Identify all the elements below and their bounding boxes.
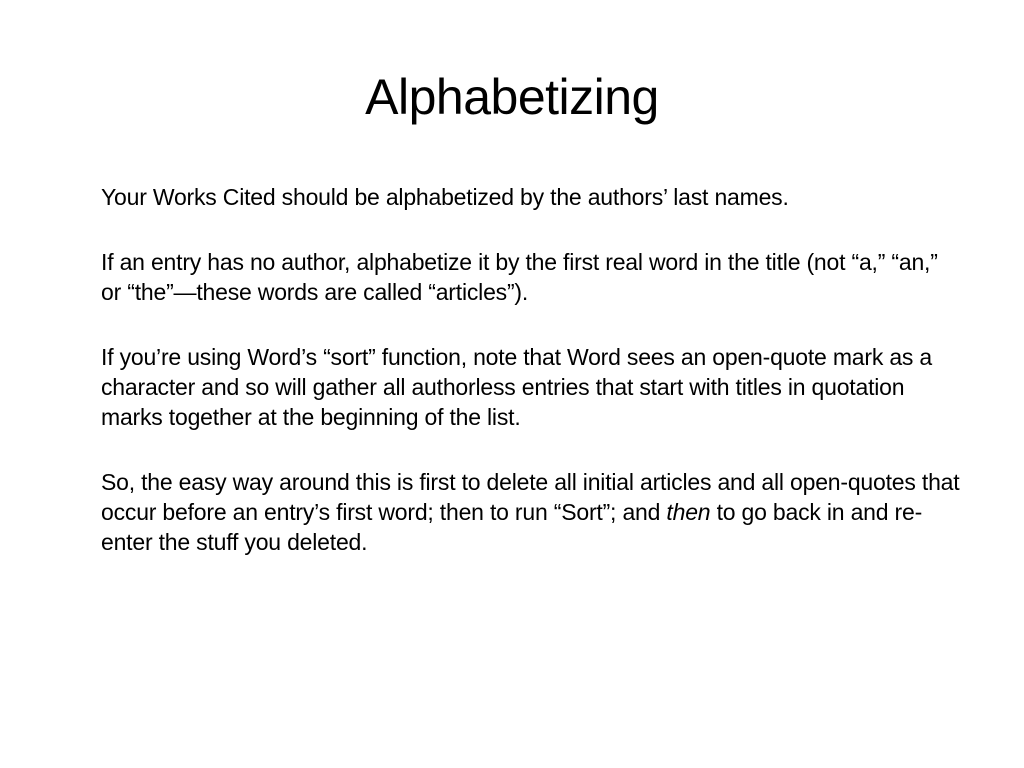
workaround-emphasis: then xyxy=(666,499,711,525)
slide-title: Alphabetizing xyxy=(365,69,659,125)
workaround-text-before: So, the easy way around this is first to delete all initial articles and all open-quotes that occur before an entry’s first word; then to run “Sort”; and xyxy=(101,469,960,525)
paragraph-workaround xyxy=(101,467,961,557)
slide-body xyxy=(101,182,961,592)
paragraph-no-author-rule: If an entry has no author, alphabetize it by the first real word in the title (not “a,” “an,” or “the”—these words are called “articles”). xyxy=(101,249,938,305)
paragraph-alphabetize-by-author: Your Works Cited should be alphabetized by the authors’ last names. xyxy=(101,184,789,210)
paragraph-word-sort-note: If you’re using Word’s “sort” function, note that Word sees an open-quote mark as a character and so will gather all authorless entries that start with titles in quotation marks together at the beginning of the list. xyxy=(101,344,933,430)
workaround-text-after: to go back in and re-enter the stuff you deleted. xyxy=(101,499,923,555)
